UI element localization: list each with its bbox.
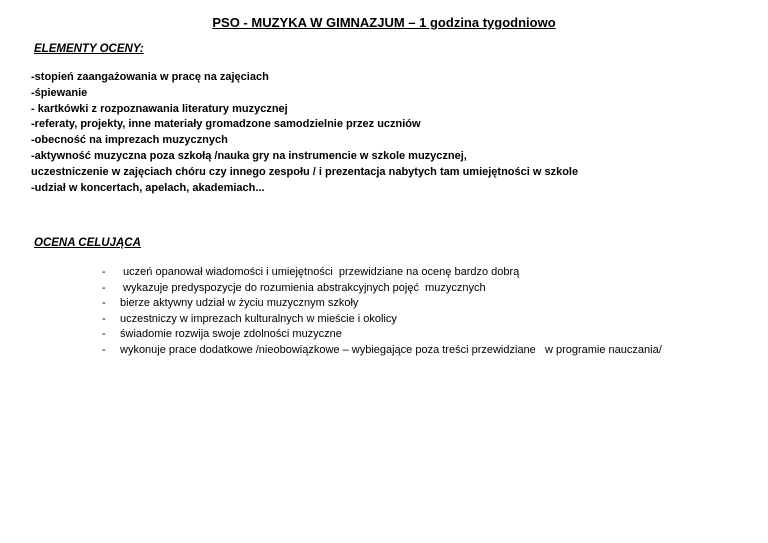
elements-list [31,70,578,196]
list-item: -śpiewanie [31,86,88,99]
criteria-item [102,296,662,312]
criteria-text: bierze aktywny udział w życiu muzycznym szkoły [120,297,359,310]
bullet-dash: - [102,312,106,325]
criteria-text: wykazuje predyspozycje do rozumienia abstrakcyjnych pojęć muzycznych [120,281,486,294]
bullet-dash: - [102,343,106,356]
list-item: -stopień zaangażowania w pracę na zajęciach [31,71,269,83]
page-title: PSO - MUZYKA W GIMNAZJUM – 1 godzina tygodniowo [212,15,556,30]
bullet-dash: - [102,328,106,341]
list-item: -referaty, projekty, inne materiały gromadzone samodzielnie przez uczniów [31,118,421,131]
list-item: -aktywność muzyczna poza szkołą /nauka gry na instrumencie w szkole muzycznej, [31,149,467,162]
criteria-text: uczestniczy w imprezach kulturalnych w mieście i okolicy [120,312,397,325]
criteria-item [102,327,662,343]
criteria-item [102,343,662,359]
elements-heading: ELEMENTY OCENY: [34,43,144,55]
list-item: uczestniczenie w zajęciach chóru czy innego zespołu / i prezentacja nabytych tam umiejętności w szkole [31,165,579,178]
bullet-dash: - [102,266,106,278]
list-item: -udział w koncertach, apelach, akademiach... [31,181,265,194]
bullet-dash: - [102,297,106,310]
celujaca-criteria-list [102,265,662,359]
list-item: -obecność na imprezach muzycznych [31,134,228,147]
list-item: - kartkówki z rozpoznawania literatury muzycznej [31,102,288,115]
criteria-text: wykonuje prace dodatkowe /nieobowiązkowe – wybiegające poza treści przewidziane w programie nauczania/ [120,343,662,356]
criteria-item [102,281,662,297]
celujaca-heading: OCENA CELUJĄCA [34,237,141,249]
criteria-text: uczeń opanował wiadomości i umiejętności przewidziane na ocenę bardzo dobrą [120,266,520,278]
criteria-text: świadomie rozwija swoje zdolności muzyczne [120,328,342,341]
bullet-dash: - [102,281,106,294]
criteria-item [102,265,662,281]
criteria-item [102,312,662,328]
